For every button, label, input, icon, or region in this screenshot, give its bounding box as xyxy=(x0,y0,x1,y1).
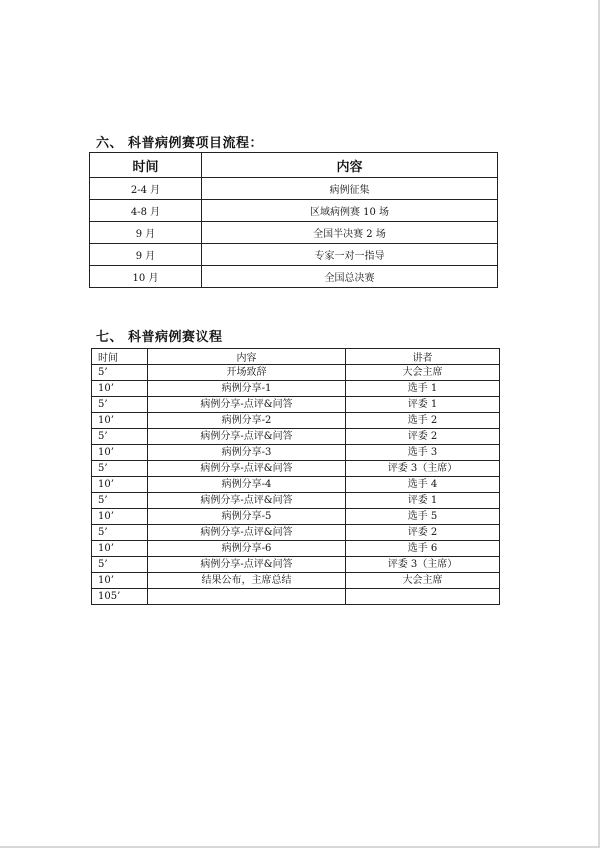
cell-time: 5’ xyxy=(92,525,148,541)
section7-title: 七、 科普病例赛议程 xyxy=(96,330,223,345)
cell-time: 9 月 xyxy=(90,244,202,266)
cell-speaker: 评委 2 xyxy=(346,429,500,445)
cell-time: 10’ xyxy=(92,477,148,493)
cell-time: 5’ xyxy=(92,429,148,445)
header-time: 时间 xyxy=(92,349,148,365)
cell-time: 9 月 xyxy=(90,222,202,244)
cell-content: 病例分享-点评&问答 xyxy=(148,461,346,477)
cell-speaker: 评委 1 xyxy=(346,397,500,413)
header-speaker: 讲者 xyxy=(346,349,500,365)
cell-speaker: 选手 4 xyxy=(346,477,500,493)
table-row xyxy=(92,461,500,477)
cell-content: 专家一对一指导 xyxy=(202,244,498,266)
cell-speaker: 评委 1 xyxy=(346,493,500,509)
table-row xyxy=(92,525,500,541)
cell-speaker: 大会主席 xyxy=(346,365,500,381)
cell-content: 病例分享-点评&问答 xyxy=(148,429,346,445)
table-row xyxy=(92,397,500,413)
table-row xyxy=(90,244,498,266)
table-row xyxy=(90,266,498,288)
cell-speaker: 选手 1 xyxy=(346,381,500,397)
table-row xyxy=(92,381,500,397)
cell-speaker: 评委 2 xyxy=(346,525,500,541)
cell-time: 105’ xyxy=(92,589,148,605)
cell-time: 10’ xyxy=(92,573,148,589)
table-row xyxy=(92,445,500,461)
cell-content: 病例分享-2 xyxy=(148,413,346,429)
cell-time: 10’ xyxy=(92,413,148,429)
cell-speaker: 选手 2 xyxy=(346,413,500,429)
agenda-table xyxy=(91,348,500,605)
header-content: 内容 xyxy=(202,153,498,178)
table-row xyxy=(92,557,500,573)
cell-content: 病例征集 xyxy=(202,178,498,200)
cell-content: 区域病例赛 10 场 xyxy=(202,200,498,222)
cell-time: 5’ xyxy=(92,493,148,509)
cell-time: 10’ xyxy=(92,445,148,461)
cell-time: 5’ xyxy=(92,461,148,477)
section6-title: 六、 科普病例赛项目流程： xyxy=(96,136,264,151)
table-row xyxy=(92,429,500,445)
table-row xyxy=(90,222,498,244)
cell-time: 2-4 月 xyxy=(90,178,202,200)
cell-content: 病例分享-1 xyxy=(148,381,346,397)
cell-content: 全国半决赛 2 场 xyxy=(202,222,498,244)
table-row xyxy=(92,413,500,429)
cell-time: 10’ xyxy=(92,381,148,397)
cell-time: 5’ xyxy=(92,557,148,573)
cell-time: 10 月 xyxy=(90,266,202,288)
table-row-total xyxy=(92,589,500,605)
table-header-row xyxy=(92,349,500,365)
cell-content: 结果公布，主席总结 xyxy=(148,573,346,589)
cell-speaker: 评委 3（主席） xyxy=(346,557,500,573)
cell-time: 10’ xyxy=(92,509,148,525)
table-row xyxy=(92,493,500,509)
cell-speaker: 选手 5 xyxy=(346,509,500,525)
cell-content: 病例分享-3 xyxy=(148,445,346,461)
header-content: 内容 xyxy=(148,349,346,365)
cell-content: 病例分享-6 xyxy=(148,541,346,557)
cell-speaker: 选手 6 xyxy=(346,541,500,557)
cell-content: 病例分享-点评&问答 xyxy=(148,525,346,541)
cell-content: 病例分享-点评&问答 xyxy=(148,557,346,573)
cell-speaker xyxy=(346,589,500,605)
table-row xyxy=(92,477,500,493)
cell-content: 病例分享-点评&问答 xyxy=(148,397,346,413)
table-row xyxy=(90,178,498,200)
table-row xyxy=(92,509,500,525)
cell-time: 4-8 月 xyxy=(90,200,202,222)
table-header-row xyxy=(90,153,498,178)
cell-content: 病例分享-点评&问答 xyxy=(148,493,346,509)
cell-speaker: 选手 3 xyxy=(346,445,500,461)
cell-time: 5’ xyxy=(92,397,148,413)
cell-content: 病例分享-5 xyxy=(148,509,346,525)
cell-speaker: 评委 3（主席） xyxy=(346,461,500,477)
cell-content: 开场致辞 xyxy=(148,365,346,381)
project-flow-table xyxy=(89,152,498,288)
table-row xyxy=(92,541,500,557)
header-time: 时间 xyxy=(90,153,202,178)
cell-content xyxy=(148,589,346,605)
cell-speaker: 大会主席 xyxy=(346,573,500,589)
cell-content: 病例分享-4 xyxy=(148,477,346,493)
table-row xyxy=(92,573,500,589)
table-row xyxy=(92,365,500,381)
cell-time: 5’ xyxy=(92,365,148,381)
cell-time: 10’ xyxy=(92,541,148,557)
table-row xyxy=(90,200,498,222)
cell-content: 全国总决赛 xyxy=(202,266,498,288)
